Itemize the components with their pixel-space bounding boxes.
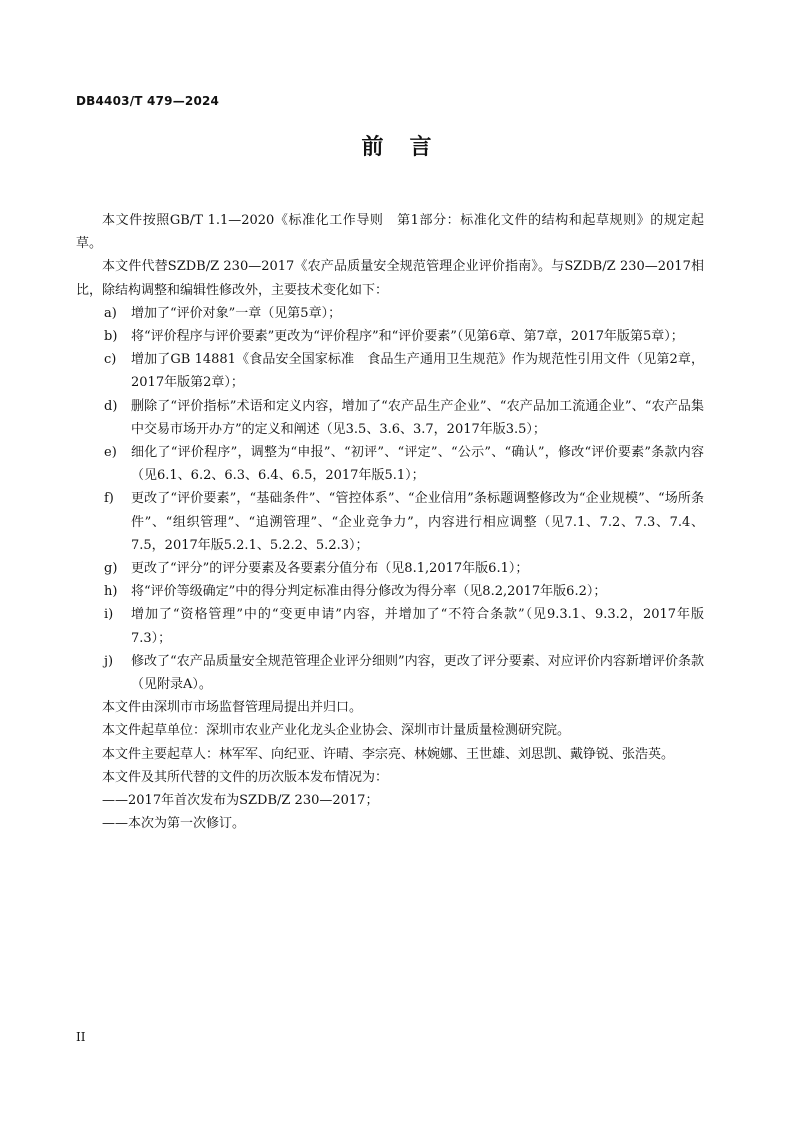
changes-list [76,302,704,696]
version-history-item: ——本次为第一次修订。 [102,816,246,832]
list-marker: g) [104,561,118,577]
closing-paragraph: 本文件由深圳市市场监督管理局提出并归口。 [102,700,363,716]
list-item [76,603,704,649]
list-item [76,348,704,394]
list-item [76,395,704,441]
list-marker: e) [104,445,117,461]
list-item-text: 增加了GB 14881《食品安全国家标准 食品生产通用卫生规范》作为规范性引用文件（见第2章，2017年版第2章）； [131,352,704,391]
list-marker: f) [104,491,114,507]
list-item [76,650,704,696]
list-item [76,580,704,603]
document-code: DB4403/T 479—2024 [76,94,220,108]
page-number: II [76,1030,86,1044]
closing-paragraph: 本文件起草单位：深圳市农业产业化龙头企业协会、深圳市计量质量检测研究院。 [102,723,571,739]
list-marker: d) [104,398,118,414]
foreword-body [76,209,704,835]
list-item-text: 细化了“评价程序”，调整为“申报”、“初评”、“评定”、“公示”、“确认”，修改“评价要素”条款内容（见6.1、6.2、6.3、6.4、6.5，2017年版5.1）； [131,445,704,484]
page-title: 前言 [361,135,458,160]
list-marker: a) [104,305,117,321]
list-item-text: 增加了“评价对象”一章（见第5章）； [131,305,342,321]
version-history-item: ——2017年首次发布为SZDB/Z 230—2017； [102,793,379,809]
list-item-text: 更改了“评价要素”，“基础条件”、“管控体系”、“企业信用”条标题调整修改为“企业规模”、“场所条件”、“组织管理”、“追溯管理”、“企业竞争力”，内容进行相应调整（见7.1、7.2、7.3、7.4、7.5，2017年版5.2.1、5.2.2、5.2.3）； [131,491,704,553]
closing-paragraph: 本文件主要起草人：林军军、向纪亚、许晴、李宗亮、林婉娜、王世雄、刘思凯、戴铮锐、张浩英。 [102,746,675,762]
list-item [76,441,704,487]
list-item-text: 增加了“资格管理”中的“变更申请”内容，并增加了“不符合条款”（见9.3.1、9.3.2，2017年版7.3）； [131,607,704,646]
list-item-text: 修改了“农产品质量安全规范管理企业评分细则”内容，更改了评分要素、对应评价内容新增评价条款（见附录A）。 [131,653,704,693]
list-marker: c) [104,352,117,368]
list-item [76,557,704,580]
closing-paragraph: 本文件及其所代替的文件的历次版本发布情况为： [102,769,389,785]
list-marker: h) [104,584,118,600]
list-marker: j) [104,653,114,669]
intro-paragraph: 本文件按照GB/T 1.1—2020《标准化工作导则 第1部分：标准化文件的结构和起草规则》的规定起草。 [76,213,704,252]
list-item-text: 将“评价等级确定”中的得分判定标准由得分修改为得分率（见8.2,2017年版6.2）； [131,584,607,600]
intro-paragraph: 本文件代替SZDB/Z 230—2017《农产品质量安全规范管理企业评价指南》。与SZDB/Z 230—2017相比，除结构调整和编辑性修改外，主要技术变化如下： [76,259,704,298]
list-item-text: 删除了“评价指标”术语和定义内容，增加了“农产品生产企业”、“农产品加工流通企业”、“农产品集中交易市场开办方”的定义和阐述（见3.5、3.6、3.7，2017年版3.5）； [131,398,704,437]
list-item-text: 更改了“评分”的评分要素及各要素分值分布（见8.1,2017年版6.1）； [131,561,529,577]
list-item [76,325,704,348]
list-item [76,302,704,325]
list-marker: b) [104,329,118,345]
list-item-text: 将“评价程序与评价要素”更改为“评价程序”和“评价要素”（见第6章、第7章，2017年版第5章）； [131,329,684,345]
list-marker: i) [104,607,114,623]
list-item [76,487,704,557]
